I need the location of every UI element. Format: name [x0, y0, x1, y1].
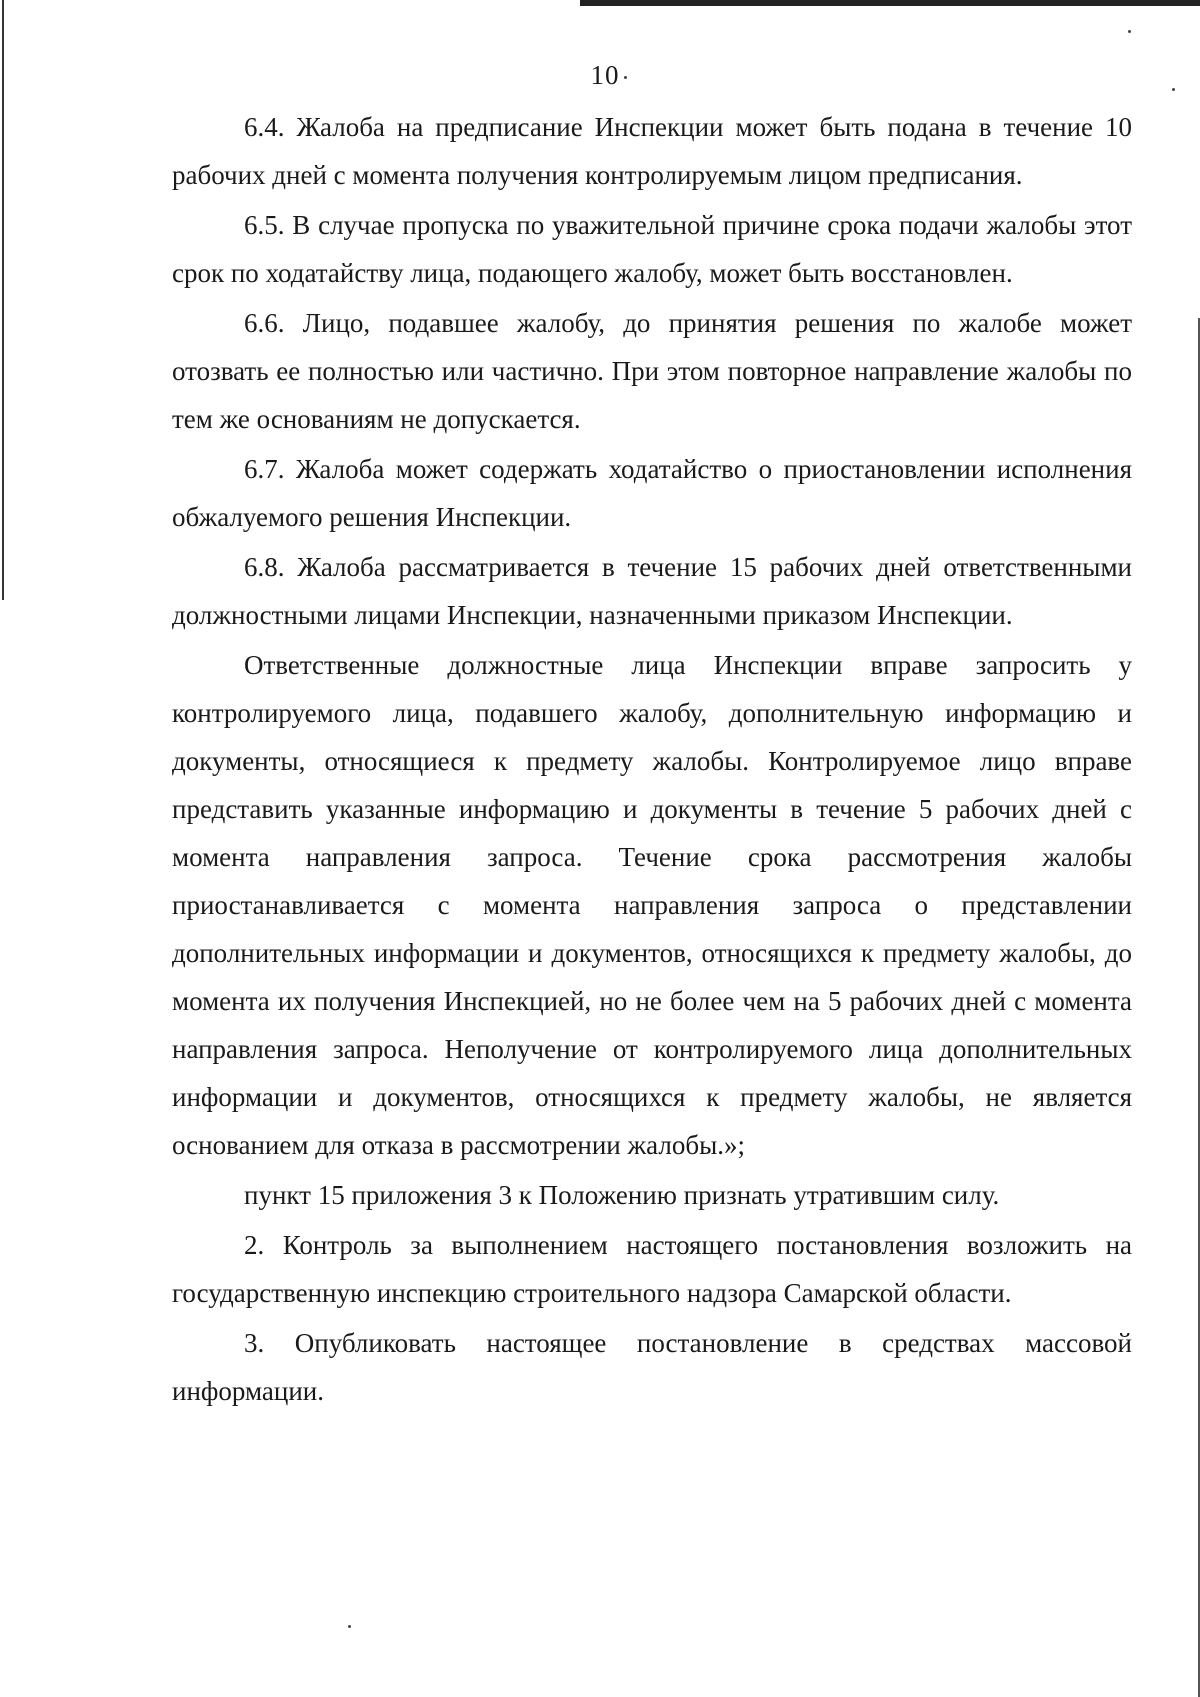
- page-number: 10: [590, 60, 620, 90]
- paragraph-6-7: 6.7. Жалоба может содержать ходатайство о приостановлении исполнения обжалуемого решения Инспекции.: [172, 454, 1132, 532]
- scan-speck: [1128, 30, 1131, 33]
- paragraph-6-5: 6.5. В случае пропуска по уважительной причине срока подачи жалобы этот срок по ходатайству лица, подающего жалобу, может быть восстановлен.: [172, 210, 1132, 288]
- paragraph-6-8: 6.8. Жалоба рассматривается в течение 15 рабочих дней ответственными должностными лицами Инспекции, назначенными приказом Инспекции.: [172, 552, 1132, 630]
- paragraph-responsible-officials: Ответственные должностные лица Инспекции вправе запросить у контролируемого лица, подавшего жалобу, дополнительную информацию и документы, относящиеся к предмету жалобы. Контролируемое лицо вправе представить указанные информацию и документы в течение 5 рабочих дней с момента направления запроса. Течение срока рассмотрения жалобы приостанавливается с момента направления запроса о представлении дополнительных информации и документов, относящихся к предмету жалобы, до момента их получения Инспекцией, но не более чем на 5 рабочих дней с момента направления запроса. Неполучение от контролируемого лица дополнительных информации и документов, относящихся к предмету жалобы, не является основанием для отказа в рассмотрении жалобы.»;: [172, 650, 1132, 1160]
- paragraph-2-control: 2. Контроль за выполнением настоящего постановления возложить на государственную инспекцию строительного надзора Самарской области.: [172, 1230, 1132, 1308]
- document-body: [172, 103, 1132, 1417]
- paragraph-6-4: 6.4. Жалоба на предписание Инспекции может быть подана в течение 10 рабочих дней с момента получения контролируемым лицом предписания.: [172, 112, 1132, 190]
- scan-edge-top: [580, 0, 1200, 6]
- scan-speck: [348, 1625, 351, 1628]
- paragraph-6-6: 6.6. Лицо, подавшее жалобу, до принятия решения по жалобе может отозвать ее полностью или частично. При этом повторное направление жалобы по тем же основаниям не допускается.: [172, 308, 1132, 434]
- paragraph-3-publish: 3. Опубликовать настоящее постановление в средствах массовой информации.: [172, 1328, 1132, 1406]
- paragraph-item-15: пункт 15 приложения 3 к Положению признать утратившим силу.: [244, 1180, 1000, 1210]
